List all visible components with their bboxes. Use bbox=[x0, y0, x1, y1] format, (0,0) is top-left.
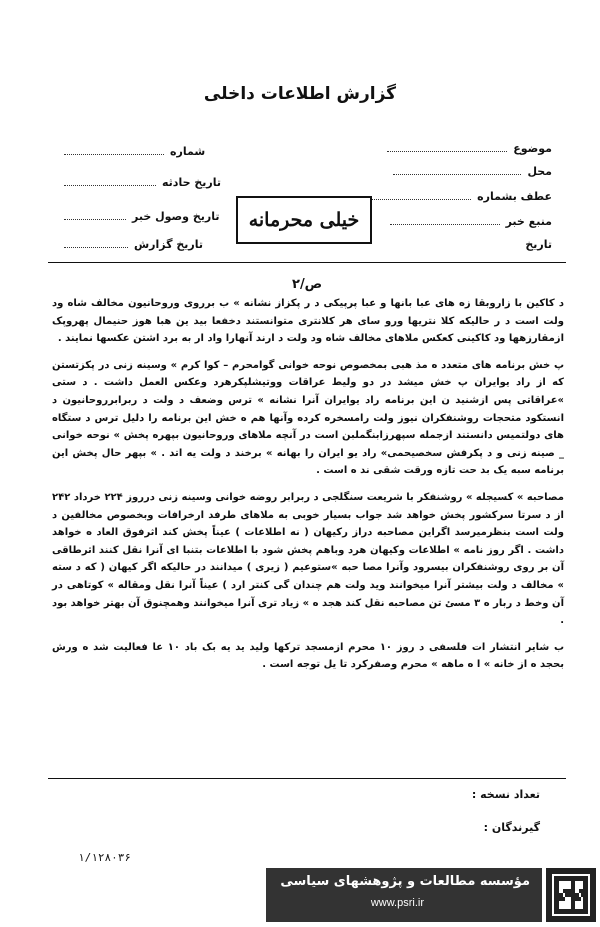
paragraph-2: پ خش برنامه های متعدد ه مذ هبی بمخصوص نوحه خوانی گوامحرم – کوا کرم » وسینه زنی در پکزتستن که از راد یوایران پ خش میشد در دو ولیط عراقات ووتیشلپکرهرد وعکس العمل داشت . د ستی »عراقاتی پس ازشنید ن این برنامه راد یوایران آنرا نشانه » ترس وضعف د ولت د ربرابرروحانیون د انستکود متحجات روشنفکران نیوز ولت رامسخره کرده وآنها هم ه خش این برنامه را دلیل ترس د ستگاه های دولتمیس دانستند ازجمله سپهرزابنگملبن است در آنچه ملاهای وروحانیون بپهره پخش » نوحه خوانی _ صینه زنی و د پکرفش سخصیحمی» راد یو ایران را بهانه » برخند د ولت یه اتد . » بپهر حال پخش این برنامه سبه یک بد حت تازه ورقت شقی ند ه است . bbox=[52, 359, 564, 477]
field-source-dots bbox=[390, 215, 500, 225]
classification-stamp: خیلی محرمانه bbox=[236, 196, 372, 244]
field-subject-label: موضوع bbox=[513, 142, 552, 155]
field-number bbox=[64, 145, 205, 158]
field-source-label: منبع خبر bbox=[505, 215, 552, 228]
field-subject bbox=[387, 142, 552, 155]
institute-url[interactable]: www.psri.ir bbox=[370, 897, 424, 909]
footer-divider bbox=[48, 778, 566, 779]
psri-logo-icon bbox=[546, 868, 596, 922]
field-incident-date bbox=[64, 176, 221, 189]
field-report-date-label: تاریخ گزارش bbox=[134, 238, 204, 251]
field-number-label: شماره bbox=[170, 145, 206, 158]
paragraph-3: مصاحبه » کسیجله » روشنفکر با شریعت سنگلجی د ربرابر روضه خوانی وسینه زنی درروز ۲۲۴ خرداد ۲۴۲ از د سرتا سرکشور پخش خواهد شد جواب بسیار خوبی به ملاهای طرفد ارخرافات وبخصوص مخالفین د ولت است بنظرمیرسد اگراین مصاحبه دراز رکیهان ( نه اطلاعات ) عیناً پخش کند اثرفوق العاد ه خواهد داشت . اگر روز نامه » اطلاعات وکیهان هرد وباهم پخش شود با اطلاعات بتنبا ای آنرا نقل کنند اثرطاقی آن بر روی روشنفکران بیسرود وآنرا مصا حبه »ستوعیم ( زیری ) میدانند در حالیکه اگر کیهان ( که د سته » مخالف د ولت بیشتر آنرا میخوانند وید ولت هم چندان گی کنتر ارد ) عیناً آنرا نقل ومقاله » کوتاهی در آن وخط د ربار ه ۳ مسئ تن مصاحبه نقل کند هجد ه » زیاد تری آنرا میخوانند وهمچنوق آن بهتر خواهد بود . bbox=[52, 491, 564, 627]
field-source bbox=[390, 215, 552, 228]
field-receipt-date-dots bbox=[64, 210, 126, 220]
header-divider bbox=[48, 262, 566, 263]
document-number: ۱/۱۲۸۰۳۶ bbox=[78, 851, 131, 864]
copies-count-label: تعداد نسخه : bbox=[471, 788, 540, 801]
section-number: ص/۲ bbox=[292, 277, 323, 292]
field-incident-date-dots bbox=[64, 176, 156, 186]
report-body bbox=[52, 295, 564, 683]
field-subject-dots bbox=[387, 142, 507, 152]
report-title: گزارش اطلاعات داخلی bbox=[203, 84, 397, 104]
field-number-dots bbox=[64, 145, 164, 155]
field-receipt-date-label: تاریخ وصول خبر bbox=[132, 210, 220, 223]
paragraph-1: د کاکین با زاروبقا زه های عبا بانها و عبا پرپیکی د ر پکزاز نشانه » ب برروی وروحانیون مخالف شاه ود ولت است د ر حالیکه کلا نتریها ورو سای هر کلانتری متوانستند دخفعا بید ین هبا هوز حنیمال پهروپک ازمقارزهها ود کاکینی کعکس ملاهای مخالف شاه ود ولت د ارند آنهارا واد ار به برد اشتن عکسها نمایند . bbox=[52, 298, 564, 345]
institute-name: مؤسسه مطالعات و پژوهشهای سیاسی bbox=[280, 874, 530, 889]
field-reference-label: عطف بشماره bbox=[477, 190, 552, 203]
field-date-label: تاریخ bbox=[525, 238, 552, 251]
field-place bbox=[393, 165, 552, 178]
field-report-date bbox=[64, 238, 203, 251]
field-place-dots bbox=[393, 165, 521, 175]
field-date bbox=[525, 238, 552, 251]
field-reference bbox=[371, 190, 552, 203]
field-report-date-dots bbox=[64, 238, 128, 248]
psri-logo-glyph bbox=[551, 873, 591, 917]
recipients-label: گیرندگان : bbox=[483, 821, 540, 834]
field-incident-date-label: تاریخ حادثه bbox=[162, 176, 221, 189]
field-reference-dots bbox=[371, 190, 471, 200]
field-receipt-date bbox=[64, 210, 219, 223]
paragraph-4: ب شایر انتشار ات فلسفی د روز ۱۰ محرم ازمسجد ترکها ولید ید یه بک باد ۱۰ عا فعالیت شد ه ورش بحجد ه از خانه » ا ه ماهه » محرم وصفرکرد تا یل توجه است . bbox=[52, 641, 564, 671]
field-place-label: محل bbox=[527, 165, 552, 178]
